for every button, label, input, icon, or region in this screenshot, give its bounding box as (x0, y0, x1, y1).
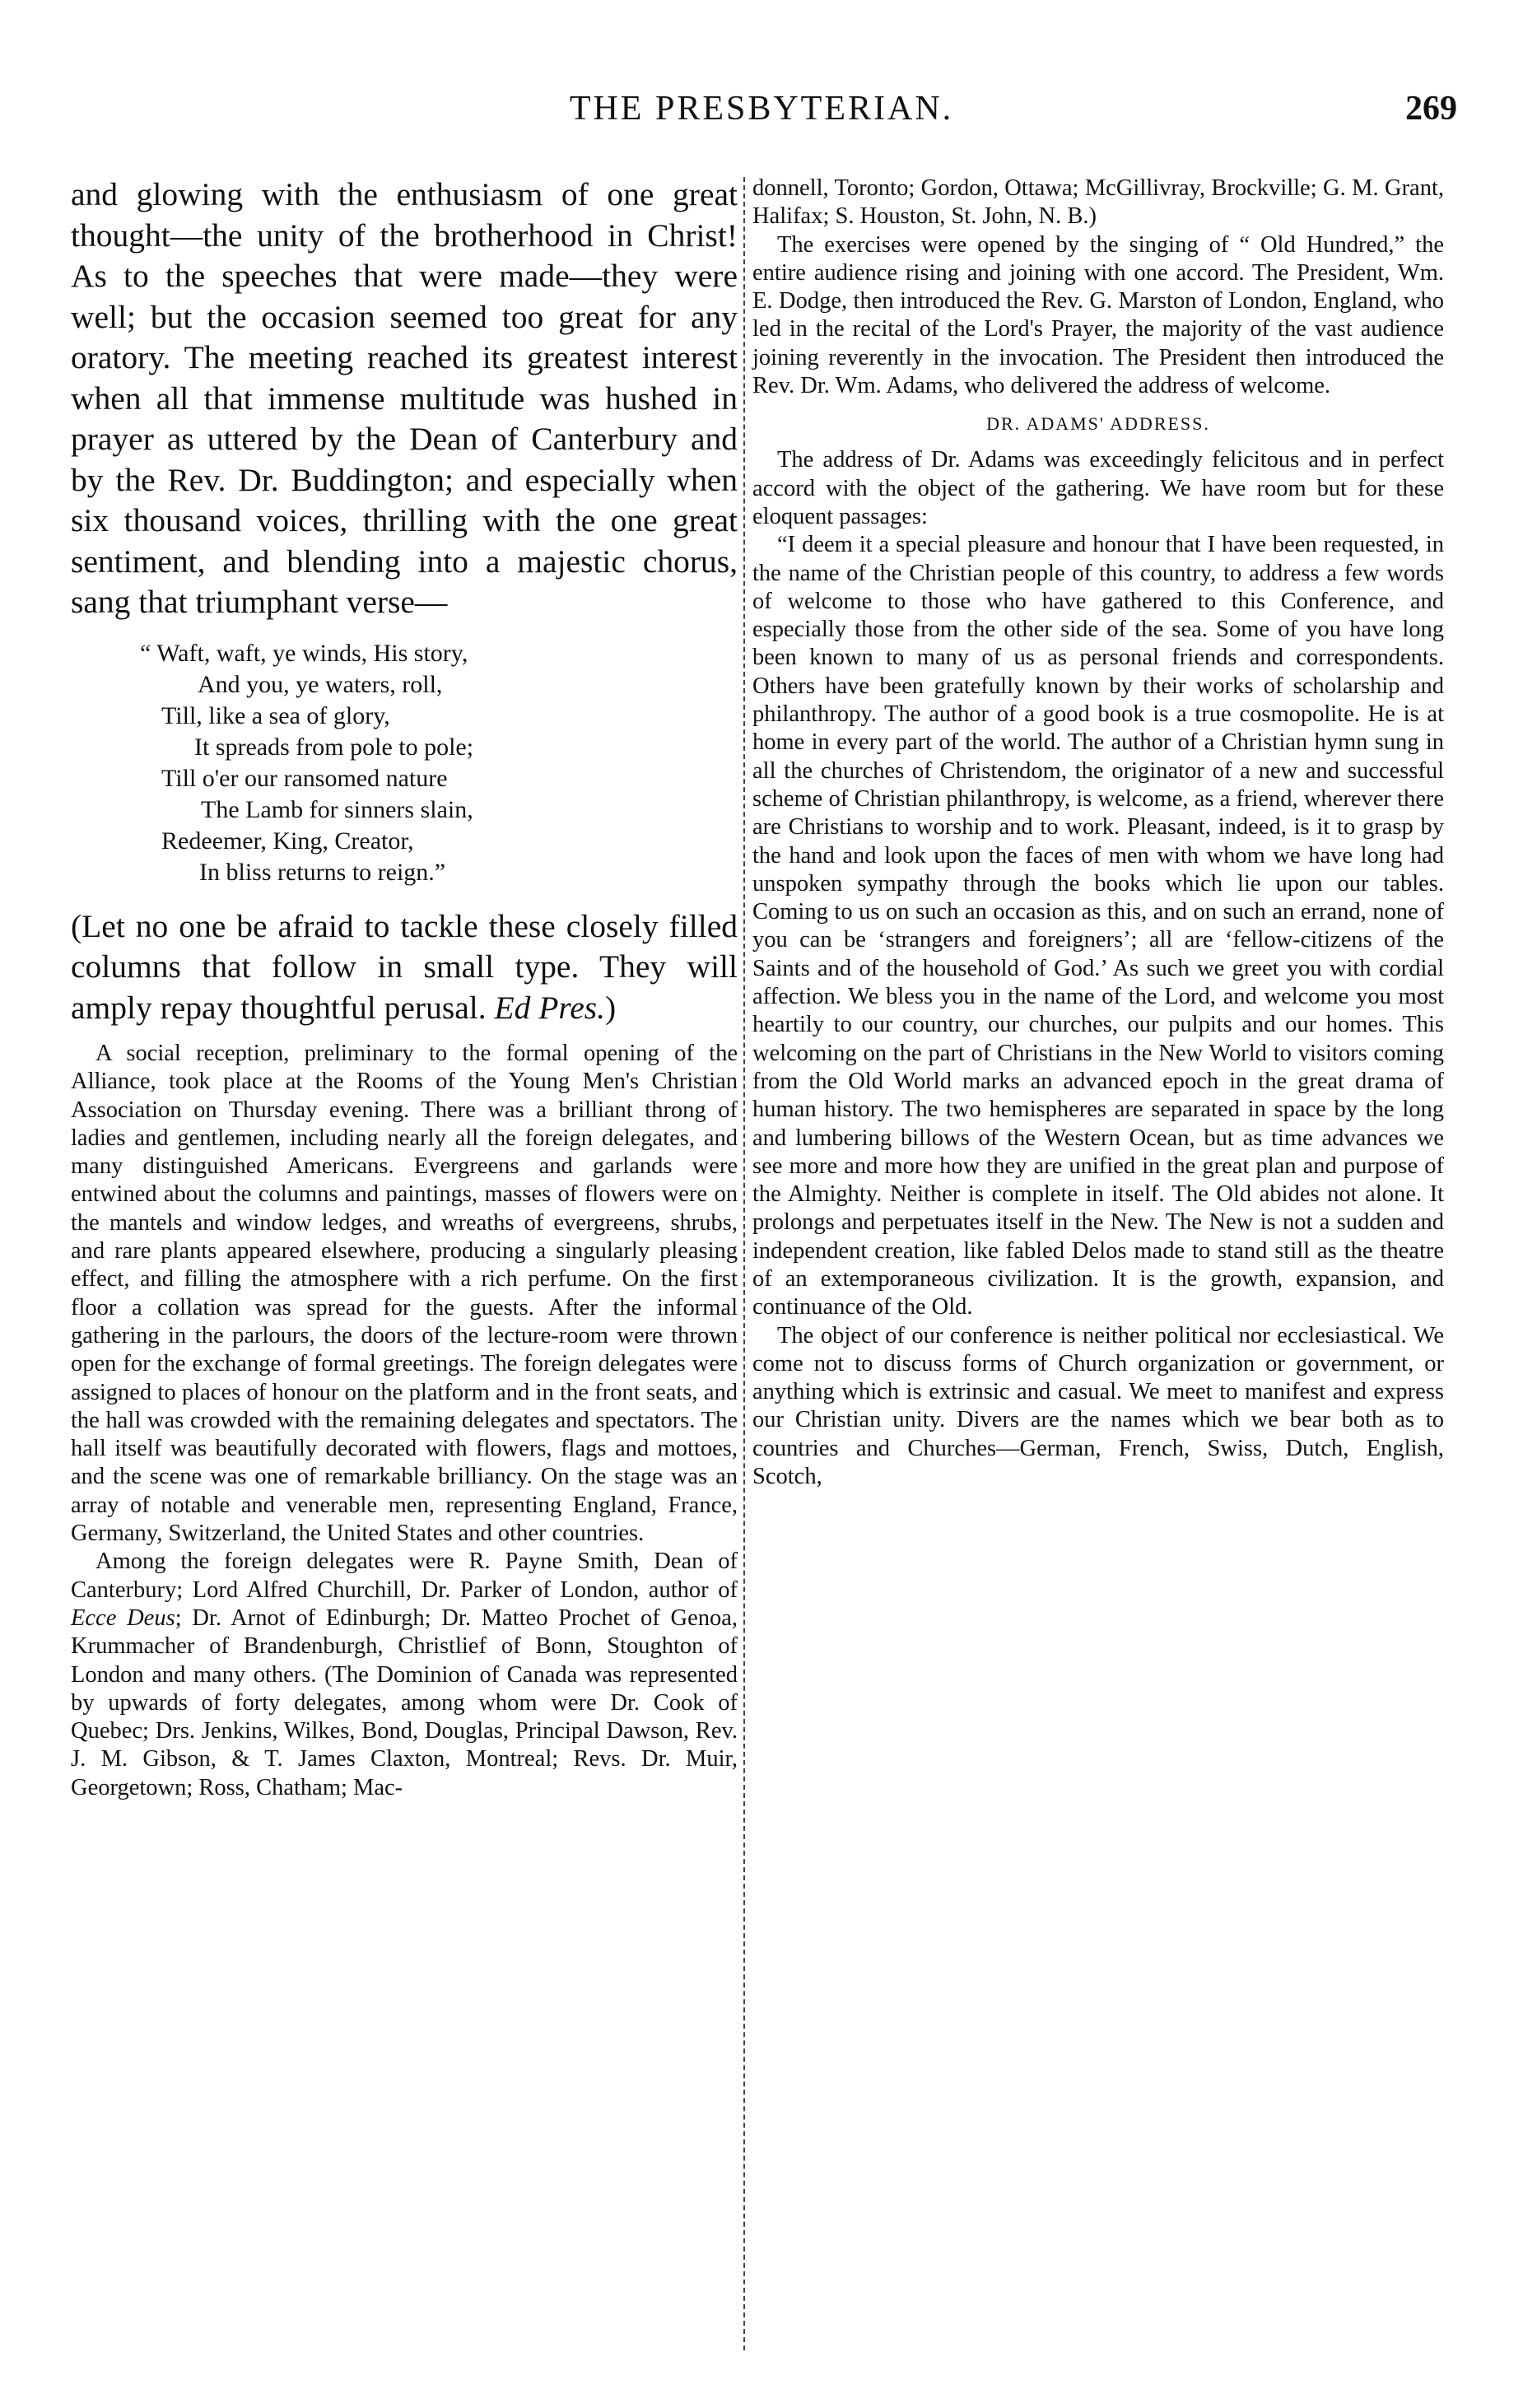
object-paragraph: The object of our conference is neither political nor ecclesiastical. We come not to discuss forms of Church organization or government, or anything which is extrinsic and casual. We meet to manifest and express our Christian unity. Divers are the names which we bear both as to countries and Churches—German, French, Swiss, Dutch, English, Scotch, (752, 1322, 1444, 1490)
hymn-line: Redeemer, King, Creator, (161, 827, 414, 855)
editor-note-close: ) (605, 989, 617, 1026)
reception-paragraph: A social reception, preliminary to the formal opening of the Alliance, took place at the Rooms of the Young Men's Christian Association on Thursday evening. There was a brilliant throng of ladies and gentlemen, including nearly all the foreign delegates, and many distinguished Americans. Evergreens and garlands were entwined about the columns and paintings, masses of flowers were on the mantels and window ledges, and wreaths of evergreens, shrubs, and rare plants appeared elsewhere, producing a singularly pleasing effect, and filling the atmosphere with a rich perfume. On the first floor a collation was spread for the guests. After the informal gathering in the parlours, the doors of the lecture-room were thrown open for the exchange of formal greetings. The foreign delegates were assigned to places of honour on the platform and in the front seats, and the hall was crowded with the remaining delegates and spectators. The hall itself was beautifully decorated with flowers, flags and mottoes, and the scene was one of remarkable brilliancy. On the stage was an array of notable and venerable men, representing England, France, Germany, Switzerland, the United States and other countries. (71, 1041, 738, 1547)
hymn-line: Till o'er our ransomed nature (161, 764, 448, 792)
hymn-line: In bliss returns to reign.” (199, 858, 446, 886)
section-subheading: DR. ADAMS' ADDRESS. (986, 413, 1210, 435)
hymn-verse (71, 638, 738, 888)
delegates-paragraph (71, 1548, 738, 1802)
editor-note-text: (Let no one be afraid to tackle these closely filled columns that follow in small type. They will amply repay thoughtful perusal. (71, 907, 738, 1026)
delegates-text-after: ; Dr. Arnot of Edinburgh; Dr. Matteo Prochet of Genoa, Krummacher of Brandenburgh, Christlief of Bonn, Stoughton of London and many others. (The Dominion of Canada was represented by upwards of forty delegates, among whom were Dr. Cook of Quebec; Drs. Jenkins, Wilkes, Bond, Douglas, Principal Dawson, Rev. J. M. Gibson, & T. James Claxton, Montreal; Revs. Dr. Muir, Georgetown; Ross, Chatham; Mac- (71, 1605, 738, 1800)
hymn-line: It spreads from pole to pole; (194, 733, 474, 761)
left-column (71, 175, 738, 1802)
intro-paragraph: and glowing with the enthusiasm of one great thought—the unity of the brotherhood in Christ! As to the speeches that were made—they were well; but the occasion seemed too great for any oratory. The meeting reached its greatest interest when all that immense multitude was hushed in prayer as uttered by the Dean of Canterbury and by the Rev. Dr. Buddington; and especially when six thousand voices, thrilling with the one great sentiment, and blending into a majestic chorus, sang that triumphant verse— (71, 176, 738, 620)
hymn-line: “ Waft, waft, ye winds, His story, (140, 639, 468, 667)
hymn-line: Till, like a sea of glory, (161, 701, 390, 729)
address-quote: “I deem it a special pleasure and honour that I have been requested, in the name of the Christian people of this country, to address a few words of welcome to those who have gathered to this Conference, and especially those from the other side of the sea. Some of you have long been known to many of us as personal friends and correspondents. Others have been gratefully known by their works of scholarship and philanthropy. The author of a good book is a true cosmopolite. He is at home in every part of the world. The author of a Christian hymn sung in all the churches of Christendom, the originator of a new and successful scheme of Christian philanthropy, is welcome, as a friend, wherever there are Christians to worship and to work. Pleasant, indeed, is it to grasp by the hand and look upon the faces of men with whom we have long had unspoken sympathy through the books which lie upon our tables. Coming to us on such an occasion as this, and on such an errand, none of you can be ‘strangers and foreigners’; all are ‘fellow-citizens of the Saints and of the household of God.’ As such we greet you with cordial affection. We bless you in the name of the Lord, and welcome you most heartily to our country, our churches, our pulpits and our homes. This welcoming on the part of Christians in the New World to visitors coming from the Old World marks an advanced epoch in the great drama of human history. The two hemispheres are separated in space by the long and lumbering billows of the Western Ocean, but as time advances we see more and more how they are unified in the great plan and purpose of the Almighty. Neither is complete in itself. The Old abides not alone. It prolongs and perpetuates itself in the New. The New is not a sudden and independent creation, like fabled Delos made to stand still as the theatre of an extemporaneous civilization. It is the growth, expansion, and continuance of the Old. (752, 532, 1444, 1320)
editor-signature: Ed Pres. (494, 989, 606, 1026)
delegates-continued: donnell, Toronto; Gordon, Ottawa; McGillivray, Brockville; G. M. Grant, Halifax; S. Houston, St. John, N. B.) (752, 175, 1444, 230)
running-title: THE PRESBYTERIAN. (569, 90, 954, 128)
right-column (752, 175, 1444, 1491)
editor-note (71, 906, 738, 1029)
column-divider (743, 177, 745, 2350)
delegates-text-before: Among the foreign delegates were R. Payne Smith, Dean of Canterbury; Lord Alfred Churchill, Dr. Parker of London, author of (71, 1549, 738, 1603)
page-number: 269 (1405, 90, 1457, 128)
running-head (66, 89, 1457, 138)
hymn-line: And you, ye waters, roll, (198, 670, 443, 698)
book-title: Ecce Deus (71, 1605, 175, 1631)
hymn-line: The Lamb for sinners slain, (201, 795, 473, 823)
exercises-paragraph: The exercises were opened by the singing of “ Old Hundred,” the entire audience rising and joining with one accord. The President, Wm. E. Dodge, then introduced the Rev. G. Marston of London, England, who led in the recital of the Lord's Prayer, the majority of the vast audience joining reverently in the invocation. The President then introduced the Rev. Dr. Wm. Adams, who delivered the address of welcome. (752, 231, 1444, 399)
address-intro: The address of Dr. Adams was exceedingly felicitous and in perfect accord with the object of the gathering. We have room but for these eloquent passages: (752, 447, 1444, 529)
